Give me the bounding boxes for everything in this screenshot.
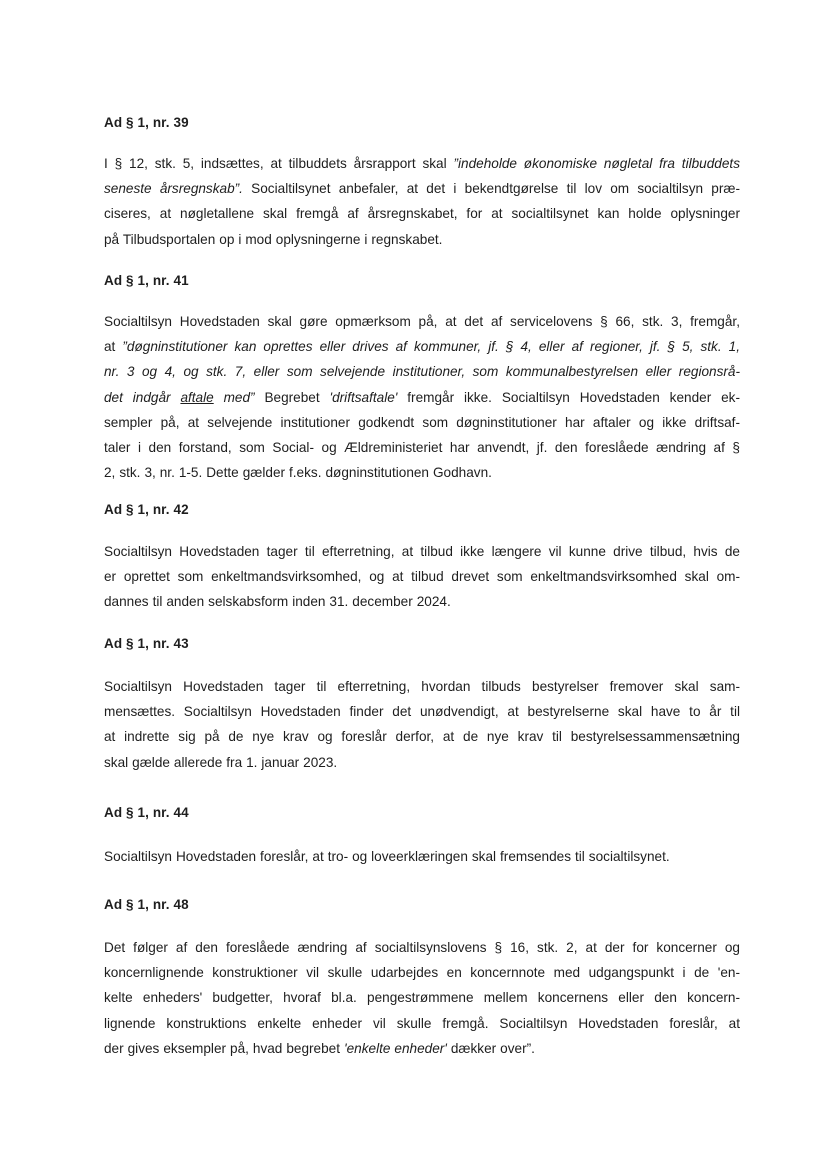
paragraph-line: taler i den forstand, som Social- og Ældreministeriet har anvendt, jf. den foreslåede ændring af § [104,440,740,456]
paragraph [104,674,740,775]
section-nr-39-body [104,151,740,252]
paragraph-line: nr. 3 og 4, og stk. 7, eller som selvejende institutioner, som kommunalbestyrelsen eller regionsrå- [104,364,740,380]
section-nr-42-body [104,539,740,615]
paragraph-line: Socialtilsyn Hovedstaden skal gøre opmærksom på, at det af servicelovens § 66, stk. 3, fremgår, [104,314,740,329]
paragraph [104,309,740,485]
paragraph-line: koncernlignende konstruktioner vil skulle udarbejdes en koncernnote med udgangspunkt i de 'en- [104,965,740,981]
paragraph-line: I § 12, stk. 5, indsættes, at tilbuddets årsrapport skal ”indeholde økonomiske nøgletal fra tilbuddets [104,156,741,171]
section-nr-41-body [104,309,740,485]
paragraph-line: kelte enheders' budgetter, hvoraf bl.a. pengestrømmene mellem koncernens eller den koncern- [104,990,740,1006]
paragraph-line: Socialtilsyn Hovedstaden tager til efterretning, at tilbud ikke længere vil kunne drive tilbud, hvis de [104,544,740,559]
paragraph-line: Det følger af den foreslåede ændring af socialtilsynslovens § 16, stk. 2, at der for koncerner og [104,940,740,955]
section-nr-39 [104,115,740,131]
paragraph [104,151,740,252]
paragraph-line: skal gælde allerede fra 1. januar 2023. [104,754,338,770]
section-nr-43-body [104,674,740,775]
paragraph [104,935,740,1061]
section-heading: Ad § 1, nr. 42 [104,502,189,517]
section-nr-44 [104,805,740,821]
section-heading: Ad § 1, nr. 48 [104,897,189,912]
paragraph-line: Socialtilsyn Hovedstaden tager til efterretning, hvordan tilbuds bestyrelser fremover skal sam- [104,679,740,694]
paragraph-line: seneste årsregnskab”. Socialtilsynet anbefaler, at det i bekendtgørelse til lov om socialtilsyn præ- [104,181,740,197]
paragraph-line: der gives eksempler på, hvad begrebet 'enkelte enheder' dækker over”. [104,1040,535,1056]
section-nr-48 [104,897,740,913]
section-heading: Ad § 1, nr. 44 [104,805,189,820]
section-nr-42 [104,502,740,518]
paragraph-line: ciseres, at nøgletallene skal fremgå af årsregnskabet, for at socialtilsynet kan holde oplysninger [104,206,740,222]
paragraph-line: 2, stk. 3, nr. 1-5. Dette gælder f.eks. døgninstitutionen Godhavn. [104,465,492,481]
paragraph-line: at ”døgninstitutioner kan oprettes eller drives af kommuner, jf. § 4, eller af regioner, jf. § 5, stk. 1, [104,339,740,355]
paragraph-line: Socialtilsyn Hovedstaden foreslår, at tro- og loveerklæringen skal fremsendes til socialtilsynet. [104,849,670,864]
paragraph-line: på Tilbudsportalen op i mod oplysningerne i regnskabet. [104,231,443,247]
section-nr-48-body [104,935,740,1061]
paragraph-line: lignende konstruktions enkelte enheder vil skulle fremgå. Socialtilsyn Hovedstaden foreslår, at [104,1015,740,1031]
section-nr-43 [104,636,740,652]
paragraph [104,844,740,869]
paragraph-line: mensættes. Socialtilsyn Hovedstaden finder det unødvendigt, at bestyrelserne skal have to år til [104,704,740,720]
section-heading: Ad § 1, nr. 43 [104,636,189,651]
paragraph-line: er oprettet som enkeltmandsvirksomhed, og at tilbud drevet som enkeltmandsvirksomhed skal om- [104,569,740,585]
section-nr-44-body [104,844,740,869]
paragraph-line: sempler på, at selvejende institutioner godkendt som døgninstitutioner har aftaler og ikke driftsaf- [104,414,740,430]
section-nr-41 [104,273,740,289]
paragraph [104,539,740,615]
paragraph-line: at indrette sig på de nye krav og foreslår derfor, at de nye krav til bestyrelsessammensætning [104,729,740,745]
section-heading: Ad § 1, nr. 41 [104,273,189,288]
section-heading: Ad § 1, nr. 39 [104,115,189,130]
paragraph-line: dannes til anden selskabsform inden 31. december 2024. [104,594,451,610]
paragraph-line: det indgår aftale med” Begrebet 'driftsaftale' fremgår ikke. Socialtilsyn Hovedstaden kender ek- [104,389,740,405]
